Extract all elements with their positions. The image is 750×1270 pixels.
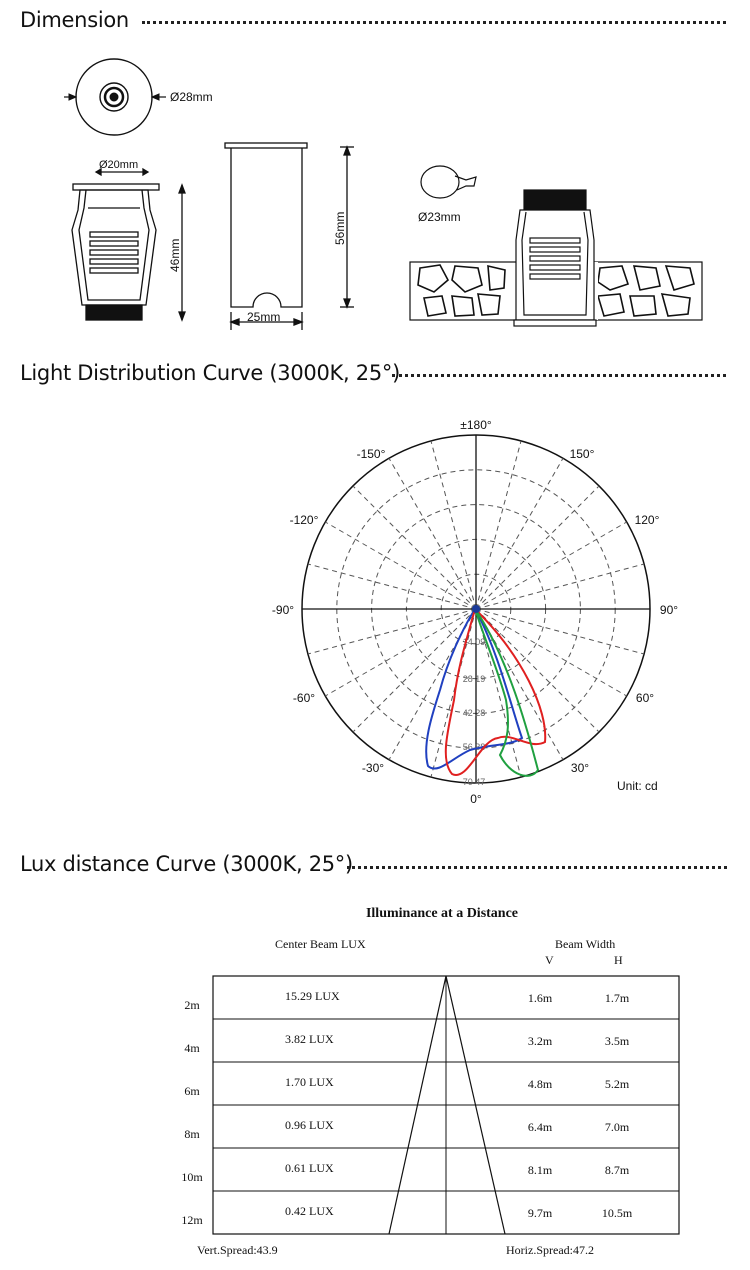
polar-spoke-285 — [308, 609, 476, 654]
cutout-diameter-label: Ø23mm — [418, 210, 461, 224]
center-beam-header: Center Beam LUX — [275, 937, 366, 951]
polar-spoke-150 — [476, 458, 563, 609]
row-distance-label: 12m — [181, 1213, 203, 1227]
polar-spoke-45 — [476, 609, 599, 732]
front-height-label: 46mm — [168, 238, 182, 272]
polar-spoke-240 — [325, 522, 476, 609]
row-distance-label: 10m — [181, 1170, 203, 1184]
vert-spread-label: Vert.Spread:43.9 — [197, 1243, 278, 1257]
light-curve-heading: Light Distribution Curve (3000K, 25°) — [20, 361, 400, 385]
angle-label-neg60: -60° — [292, 691, 316, 705]
angle-label-150: 150° — [569, 447, 595, 461]
beam-width-header: Beam Width — [555, 937, 616, 951]
row-lux-value: 15.29 LUX — [285, 989, 340, 1003]
row-lux-value: 1.70 LUX — [285, 1075, 334, 1089]
h-header: H — [614, 953, 623, 967]
row-v-width: 8.1m — [527, 1163, 553, 1177]
polar-unit-label: Unit: cd — [617, 779, 658, 793]
polar-spoke-120 — [476, 522, 627, 609]
row-h-width: 1.7m — [604, 991, 630, 1005]
row-h-width: 3.5m — [604, 1034, 630, 1048]
radial-label-4: 56 38 — [462, 742, 486, 752]
radial-label-2: 28 19 — [462, 674, 486, 684]
angle-label-neg120: -120° — [289, 513, 319, 527]
polar-spoke-315 — [353, 609, 476, 732]
sleeve-width-label: 25mm — [247, 310, 281, 324]
row-distance-label: 2m — [184, 998, 200, 1012]
polar-spoke-225 — [353, 486, 476, 609]
row-distance-label: 8m — [184, 1127, 200, 1141]
row-v-width: 4.8m — [527, 1077, 553, 1091]
lux-curve-heading: Lux distance Curve (3000K, 25°) — [20, 852, 353, 876]
polar-spoke-165 — [476, 441, 521, 609]
polar-spoke-255 — [308, 564, 476, 609]
drill-bit-icon — [421, 166, 476, 198]
polar-radial-labels — [463, 637, 486, 787]
angle-label-neg90: -90° — [271, 603, 295, 617]
polar-spoke-135 — [476, 486, 599, 609]
row-h-width: 8.7m — [604, 1163, 630, 1177]
row-lux-value: 3.82 LUX — [285, 1032, 334, 1046]
angle-label-30: 30° — [570, 761, 590, 775]
front-width-label: Ø20mm — [99, 159, 139, 171]
radial-label-1: 14 09 — [462, 637, 486, 647]
polar-spoke-75 — [476, 609, 644, 654]
dimension-drawings — [0, 0, 750, 345]
radial-label-5: 70 47 — [462, 777, 486, 787]
table-rows — [181, 989, 679, 1227]
angle-label-60: 60° — [635, 691, 655, 705]
lux-title: Illuminance at a Distance — [365, 906, 519, 921]
row-v-width: 1.6m — [527, 991, 553, 1005]
row-h-width: 10.5m — [601, 1206, 633, 1220]
angle-label-neg30: -30° — [361, 761, 385, 775]
polar-spoke-210 — [389, 458, 476, 609]
angle-label-90: 90° — [659, 603, 679, 617]
angle-label-0: 0° — [470, 792, 482, 806]
row-v-width: 3.2m — [527, 1034, 553, 1048]
angle-label-120: 120° — [634, 513, 660, 527]
row-h-width: 5.2m — [604, 1077, 630, 1091]
row-v-width: 9.7m — [527, 1206, 553, 1220]
horiz-spread-label: Horiz.Spread:47.2 — [506, 1243, 594, 1257]
dimension-heading: Dimension — [20, 8, 129, 32]
lux-curve-divider — [347, 866, 727, 869]
sleeve-height-label: 56mm — [333, 211, 347, 245]
light-curve-divider — [392, 374, 726, 377]
polar-spoke-105 — [476, 564, 644, 609]
radial-label-3: 42 28 — [462, 708, 486, 718]
angle-label-neg150: -150° — [356, 447, 386, 461]
row-lux-value: 0.61 LUX — [285, 1161, 334, 1175]
polar-spoke-195 — [431, 441, 476, 609]
row-lux-value: 0.42 LUX — [285, 1204, 334, 1218]
angle-label-180: ±180° — [460, 418, 492, 432]
lux-distance-table — [0, 970, 750, 1260]
polar-center-dot — [472, 605, 480, 613]
v-header: V — [545, 953, 554, 967]
row-lux-value: 0.96 LUX — [285, 1118, 334, 1132]
top-diameter-label: Ø28mm — [170, 90, 213, 104]
light-distribution-polar-chart — [0, 410, 750, 810]
top-view-drawing — [64, 59, 166, 135]
row-distance-label: 6m — [184, 1084, 200, 1098]
row-v-width: 6.4m — [527, 1120, 553, 1134]
row-distance-label: 4m — [184, 1041, 200, 1055]
row-h-width: 7.0m — [604, 1120, 630, 1134]
